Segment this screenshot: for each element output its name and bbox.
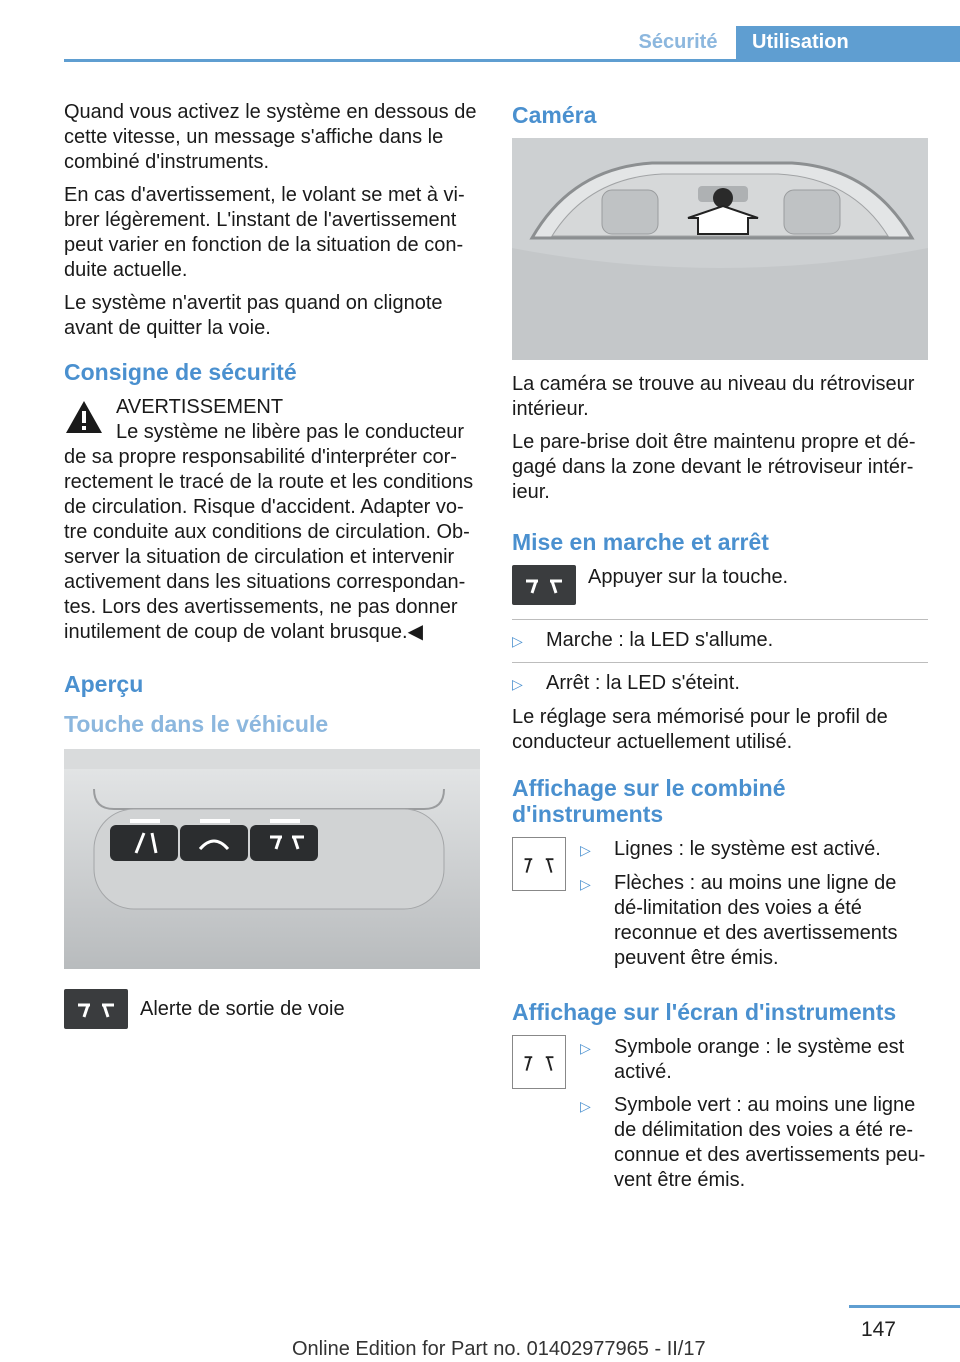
bullet-on (512, 628, 928, 654)
bullet-on-text: Marche : la LED s'allume. (546, 629, 774, 651)
cluster-heading: Affichage sur le combiné d'instruments (512, 775, 786, 827)
camera-clean-text: Le pare-brise doit être maintenu propre et dé-gagé dans la zone devant le rétroviseur intér-ieur. (512, 431, 916, 503)
cluster-bullet (580, 837, 928, 863)
safety-heading: Consigne de sécurité (64, 359, 297, 385)
left-column (64, 100, 480, 1029)
button-heading: Touche dans le véhicule (64, 711, 329, 737)
warning-text-rest: de sa propre responsabilité d'interpréter cor-rectement le tracé de la route et les conditions de circulation. Risque d'accident. Adapter vo-tre conduite aux conditions de circulation. Ob-server la situation de circulation et intervenir activement dans les situations correspondan-tes. Lors des avertissements, ne pas donner inutilement de coup de volant brusque.◀ (64, 446, 474, 643)
page-number: 147 (860, 1318, 896, 1341)
screen-bullet (580, 1035, 928, 1085)
lane-departure-label: Alerte de sortie de voie (140, 997, 345, 1020)
lane-lines-symbol-icon (512, 1035, 566, 1089)
triangle-bullet-icon: ▷ (512, 633, 523, 649)
warning-block (64, 395, 480, 645)
warning-text-first: Le système ne libère pas le conducteur (116, 421, 464, 443)
triangle-bullet-icon: ▷ (580, 1098, 591, 1114)
header-rule (64, 59, 960, 62)
screen-bullet-text: Symbole vert : au moins une ligne de délimitation des voies a été re-connue et des avertissements peu-vent être émis. (614, 1094, 926, 1191)
cluster-bullet (580, 871, 928, 971)
screen-symbol-row (512, 1035, 928, 1201)
setting-saved-text: Le réglage sera mémorisé pour le profil de conducteur actuellement utilisé. (512, 706, 888, 753)
screen-bullet-text: Symbole orange : le système est activé. (614, 1036, 905, 1083)
lane-departure-button-icon[interactable] (64, 989, 128, 1029)
overview-heading: Aperçu (64, 671, 144, 697)
camera-location-text: La caméra se trouve au niveau du rétroviseur intérieur. (512, 373, 915, 420)
divider (512, 619, 928, 620)
warning-triangle-icon (64, 399, 104, 435)
lane-lines-symbol-icon (512, 837, 566, 891)
right-column (512, 100, 928, 1201)
bullet-off-text: Arrêt : la LED s'éteint. (546, 672, 740, 694)
press-button-row (512, 565, 928, 605)
lane-departure-row (64, 989, 480, 1029)
paragraph-vibration: En cas d'avertissement, le volant se met à vi-brer légèrement. L'instant de l'avertissement peut varier en fonction de la situation de con-duite actuelle. (64, 184, 465, 281)
header-chapter-tab[interactable]: Utilisation (736, 26, 960, 59)
paragraph-speed: Quand vous activez le système en dessous de cette vitesse, un message s'affiche dans le combiné d'instruments. (64, 101, 477, 173)
cluster-bullet-text: Flèches : au moins une ligne de dé-limitation des voies a été reconnue et des avertissements peuvent être émis. (614, 872, 898, 969)
cluster-symbol-row (512, 837, 928, 979)
camera-photo (512, 138, 928, 360)
paragraph-indicator: Le système n'avertit pas quand on clignote avant de quitter la voie. (64, 292, 443, 339)
camera-heading: Caméra (512, 102, 597, 128)
onoff-heading: Mise en marche et arrêt (512, 529, 769, 555)
screen-heading: Affichage sur l'écran d'instruments (512, 999, 897, 1025)
cluster-bullet-text: Lignes : le système est activé. (614, 838, 881, 860)
triangle-bullet-icon: ▷ (580, 876, 591, 892)
triangle-bullet-icon: ▷ (512, 676, 523, 692)
vehicle-buttons-photo (64, 749, 480, 969)
edition-note: Online Edition for Part no. 01402977965 - II/17 (292, 1338, 706, 1360)
screen-bullet (580, 1093, 928, 1193)
bullet-off (512, 671, 928, 697)
lane-departure-button-icon[interactable] (512, 565, 576, 605)
footer-rule (849, 1305, 960, 1308)
triangle-bullet-icon: ▷ (580, 842, 591, 858)
divider (512, 662, 928, 663)
press-button-text: Appuyer sur la touche. (588, 566, 789, 588)
triangle-bullet-icon: ▷ (580, 1040, 591, 1056)
header-section-tab[interactable]: Sécurité (638, 31, 718, 53)
warning-heading: AVERTISSEMENT (116, 396, 284, 418)
